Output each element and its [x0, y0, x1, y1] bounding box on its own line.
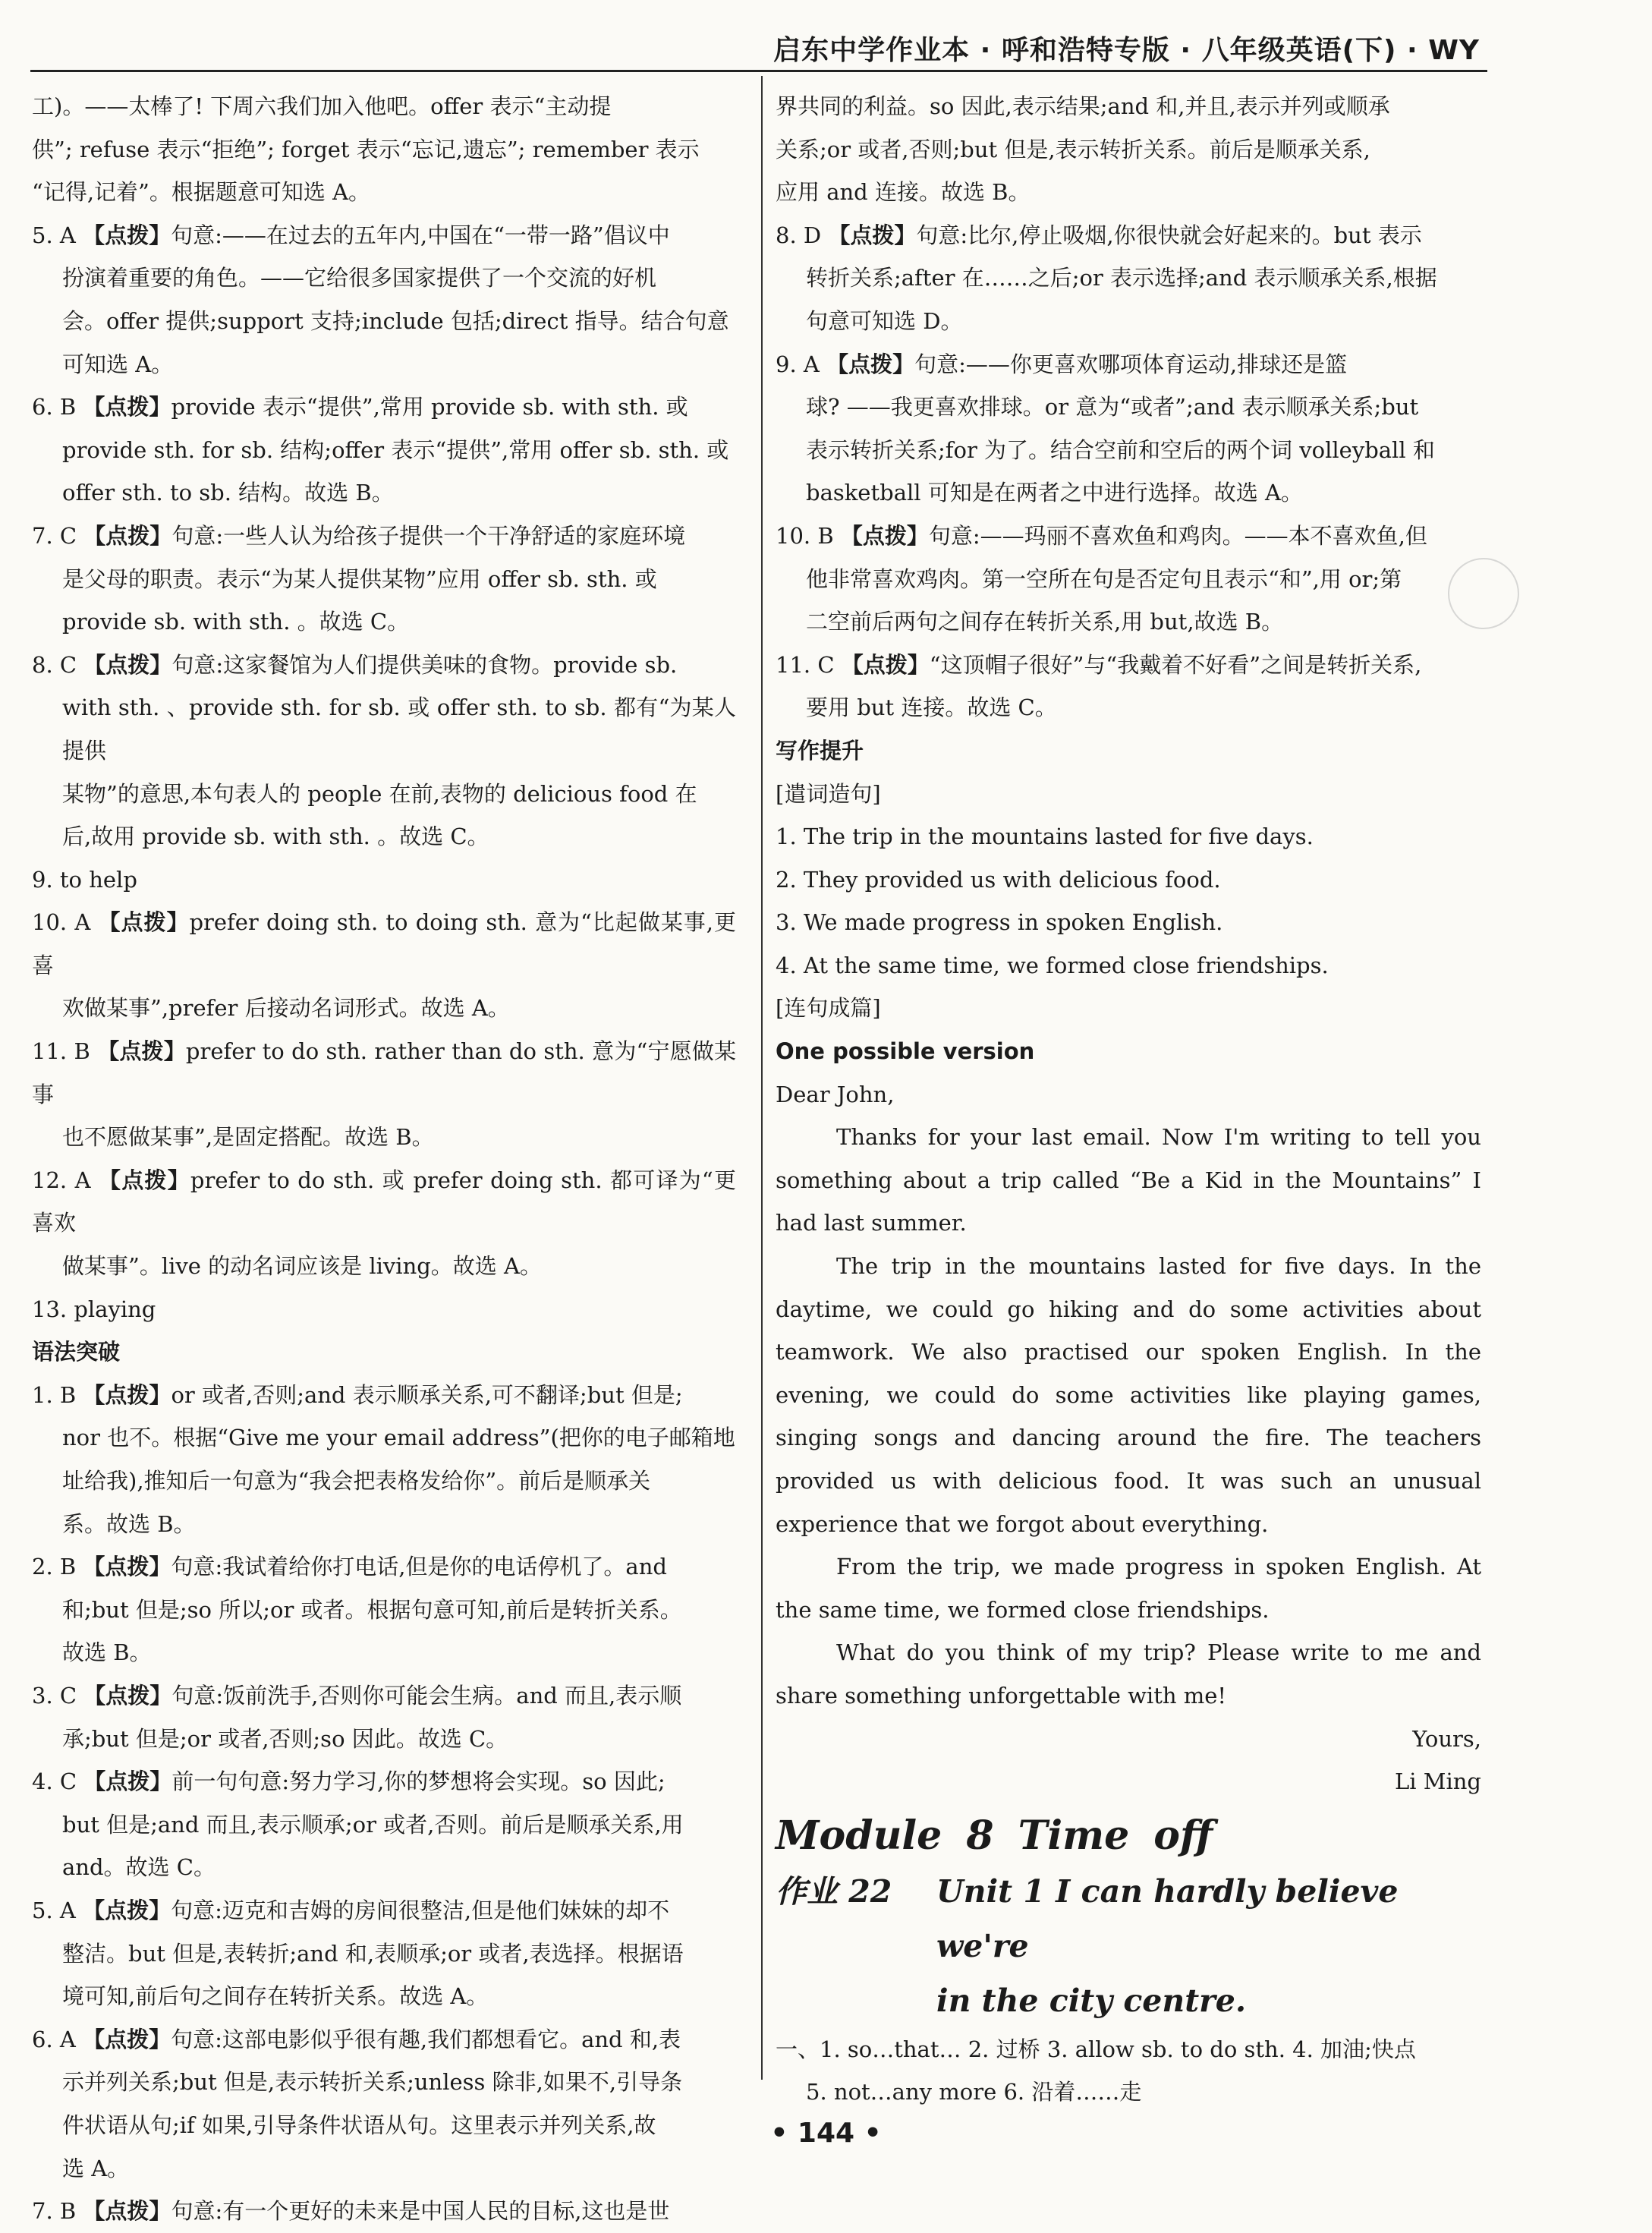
- item-continuation: 和;but 但是;so 所以;or 或者。根据句意可知,前后是转折关系。: [62, 1596, 682, 1623]
- left-top-continuation: [32, 85, 736, 214]
- item-continuation: 是父母的职责。表示“为某人提供某物”应用 offer sb. sth. 或: [62, 565, 657, 592]
- item-continuation: 整洁。but 但是,表转折;and 和,表顺承;or 或者,表选择。根据语: [62, 1940, 684, 1967]
- item-text: “这顶帽子很好”与“我戴着不好看”之间是转折关系,: [929, 651, 1422, 678]
- hint-tag: 【点拨】: [83, 394, 171, 420]
- right-top-continuation: [776, 85, 1481, 214]
- item-continuation: 故选 B。: [62, 1639, 152, 1666]
- item-number: 8. C: [32, 651, 84, 678]
- item-text: prefer doing sth. to doing sth. 意为“比起做某事,更喜: [32, 909, 736, 978]
- version-label: One possible version: [776, 1038, 1035, 1065]
- text-line: 界共同的利益。so 因此,表示结果;and 和,并且,表示并列或顺承: [776, 93, 1390, 119]
- answer-item: [776, 644, 1481, 687]
- hint-tag: 【点拨】: [83, 222, 171, 248]
- right-column: [776, 85, 1481, 2114]
- hint-tag: 【点拨】: [828, 222, 917, 248]
- item-continuation: 系。故选 B。: [62, 1510, 196, 1537]
- answer-item: [32, 1288, 736, 1331]
- item-text: 句意:一些人认为给孩子提供一个干净舒适的家庭环境: [171, 522, 686, 549]
- answer-item: [32, 1159, 736, 1245]
- answer-item: [776, 515, 1481, 558]
- item-continuation: 境可知,前后句之间存在转折关系。故选 A。: [62, 1983, 489, 2010]
- item-text: provide 表示“提供”,常用 provide sb. with sth. 或: [171, 394, 688, 420]
- item-number: 10. B: [776, 522, 841, 549]
- section-heading-grammar: 语法突破: [32, 1339, 121, 1365]
- running-header: 启东中学作业本 · 呼和浩特专版 · 八年级英语(下) · WY: [773, 35, 1480, 66]
- item-text: prefer to do sth. rather than do sth. 意为“宁愿做某事: [32, 1038, 736, 1107]
- answer-item: [32, 2018, 736, 2061]
- hint-tag: 【点拨】: [98, 1167, 190, 1193]
- left-answer-list: [32, 214, 736, 1331]
- item-number: 6. B: [32, 394, 83, 420]
- item-continuation: basketball 可知是在两者之中进行选择。故选 A。: [806, 480, 1303, 506]
- hint-tag: 【点拨】: [83, 1768, 172, 1795]
- letter-paragraph: From the trip, we made progress in spoken English. At the same time, we formed close friendships.: [776, 1554, 1481, 1623]
- hint-tag: 【点拨】: [83, 1554, 171, 1580]
- item-number: 8. D: [776, 222, 829, 248]
- answer-item: [32, 644, 736, 687]
- answer-item: [32, 1760, 736, 1803]
- hint-tag: 【点拨】: [83, 2026, 171, 2052]
- item-continuation: 他非常喜欢鸡肉。第一空所在句是否定句且表示“和”,用 or;第: [806, 565, 1402, 592]
- item-continuation: 要用 but 连接。故选 C。: [806, 694, 1057, 721]
- item-text: 句意:这家餐馆为人们提供美味的食物。provide sb.: [171, 651, 678, 678]
- item-number: 11. C: [776, 651, 842, 678]
- answer-item: [32, 1374, 736, 1417]
- item-continuation: 可知选 A。: [62, 351, 174, 377]
- item-continuation: provide sth. for sb. 结构;offer 表示“提供”,常用 offer sb. sth. 或: [62, 436, 729, 463]
- item-text: 句意:迈克和吉姆的房间很整洁,但是他们妹妹的却不: [171, 1897, 670, 1923]
- module-title: Module 8 Time off: [776, 1812, 1213, 1859]
- item-text: or 或者,否则;and 表示顺承关系,可不翻译;but 但是;: [171, 1381, 683, 1408]
- hint-tag: 【点拨】: [83, 1381, 171, 1408]
- right-answer-list: [776, 214, 1481, 729]
- letter-paragraph: What do you think of my trip? Please write to me and share something unforgettable with me!: [776, 1639, 1481, 1709]
- answers-line: 5. not…any more 6. 沿着……走: [806, 2079, 1142, 2105]
- item-number: 9. A: [776, 351, 827, 377]
- item-continuation: 件状语从句;if 如果,引导条件状语从句。这里表示并列关系,故: [62, 2112, 656, 2138]
- grammar-answer-list: [32, 1374, 736, 2233]
- item-continuation: with sth. 、provide sth. for sb. 或 offer sth. to sb. 都有“为某人提供: [62, 694, 736, 764]
- item-continuation: 址给我),推知后一句意为“我会把表格发给你”。前后是顺承关: [62, 1468, 651, 1494]
- hint-tag: 【点拨】: [83, 2198, 171, 2225]
- item-number: 10. A: [32, 909, 99, 936]
- item-continuation: nor 也不。根据“Give me your email address”(把你的电子邮箱地: [62, 1425, 735, 1451]
- item-continuation: offer sth. to sb. 结构。故选 B。: [62, 480, 394, 506]
- item-continuation: 选 A。: [62, 2155, 130, 2181]
- item-number: 7. B: [32, 2198, 83, 2225]
- item-continuation: 句意可知选 D。: [806, 307, 963, 334]
- sentence: 4. At the same time, we formed close friendships.: [776, 952, 1329, 978]
- text-line: 工)。——太棒了! 下周六我们加入他吧。offer 表示“主动提: [32, 93, 612, 119]
- answer-item: [776, 214, 1481, 257]
- letter-greeting: Dear John,: [776, 1081, 895, 1107]
- item-number: 3. C: [32, 1682, 84, 1709]
- text-line: “记得,记着”。根据题意可知选 A。: [32, 179, 371, 206]
- unit-title-text: [936, 1864, 1481, 2028]
- item-continuation: 做某事”。live 的动名词应该是 living。故选 A。: [62, 1253, 542, 1280]
- answer-item: [776, 343, 1481, 386]
- item-continuation: 后,故用 provide sb. with sth. 。故选 C。: [62, 824, 489, 850]
- item-text: 句意:比尔,停止吸烟,你很快就会好起来的。but 表示: [916, 222, 1422, 248]
- item-continuation: 欢做某事”,prefer 后接动名词形式。故选 A。: [62, 995, 510, 1022]
- item-continuation: 二空前后两句之间存在转折关系,用 but,故选 B。: [806, 609, 1284, 635]
- item-continuation: 也不愿做某事”,是固定搭配。故选 B。: [62, 1124, 434, 1151]
- item-continuation: 承;but 但是;or 或者,否则;so 因此。故选 C。: [62, 1725, 508, 1752]
- item-continuation: 表示转折关系;for 为了。结合空前和空后的两个词 volleyball 和: [806, 436, 1435, 463]
- text-line: 供”; refuse 表示“拒绝”; forget 表示“忘记,遗忘”; remember 表示: [32, 136, 700, 162]
- item-number: 13. playing: [32, 1296, 156, 1322]
- item-text: 句意:我试着给你打电话,但是你的电话停机了。and: [171, 1554, 667, 1580]
- answers-line: 一、1. so…that… 2. 过桥 3. allow sb. to do sth. 4. 加油;快点: [776, 2036, 1416, 2062]
- item-number: 1. B: [32, 1381, 83, 1408]
- item-number: 6. A: [32, 2026, 83, 2052]
- item-text: 句意:——玛丽不喜欢鱼和鸡肉。——本不喜欢鱼,但: [928, 522, 1427, 549]
- sentence: 1. The trip in the mountains lasted for five days.: [776, 824, 1314, 850]
- header-rule: [30, 70, 1487, 72]
- subheading-words: [遣词造句]: [776, 780, 881, 807]
- item-text: 句意:——在过去的五年内,中国在“一带一路”倡议中: [171, 222, 670, 248]
- letter-paragraph: The trip in the mountains lasted for five days. In the daytime, we could go hiking and do some activities about teamwork. We also practised our spoken English. In the evening, we could do some activities like playing games, singing songs and dancing around the fire. The teachers provided us with delicious food. It was such an unusual experience that we forgot about everything.: [776, 1253, 1481, 1537]
- unit-title-line: Unit 1 I can hardly believe we're: [936, 1872, 1399, 1964]
- unit-title-line: in the city centre.: [936, 1982, 1247, 2019]
- item-number: 12. A: [32, 1167, 99, 1193]
- item-continuation: 示并列关系;but 但是,表示转折关系;unless 除非,如果不,引导条: [62, 2069, 683, 2096]
- hint-tag: 【点拨】: [97, 1038, 186, 1065]
- item-continuation: 球? ——我更喜欢排球。or 意为“或者”;and 表示顺承关系;but: [806, 394, 1419, 420]
- hint-tag: 【点拨】: [83, 651, 172, 678]
- letter-closing: Yours,: [1412, 1725, 1481, 1752]
- column-divider: [761, 76, 763, 2080]
- item-continuation: 扮演着重要的角色。——它给很多国家提供了一个交流的好机: [62, 265, 657, 291]
- item-continuation: 某物”的意思,本句表人的 people 在前,表物的 delicious food 在: [62, 780, 697, 807]
- hint-tag: 【点拨】: [83, 1682, 172, 1709]
- letter-signature: Li Ming: [1395, 1768, 1481, 1795]
- unit-title: [776, 1864, 1481, 2028]
- item-continuation: provide sb. with sth. 。故选 C。: [62, 609, 410, 635]
- item-number: 5. A: [32, 1897, 83, 1923]
- item-continuation: 转折关系;after 在……之后;or 表示选择;and 表示顺承关系,根据: [806, 265, 1437, 291]
- item-text: prefer to do sth. 或 prefer doing sth. 都可译为“更喜欢: [32, 1167, 736, 1236]
- letter-paragraph: Thanks for your last email. Now I'm writing to tell you something about a trip called “Be a Kid in the Mountains” I had last summer.: [776, 1124, 1481, 1236]
- item-continuation: 会。offer 提供;support 支持;include 包括;direct 指导。结合句意: [62, 307, 729, 334]
- text-line: 应用 and 连接。故选 B。: [776, 179, 1031, 206]
- answer-item: [32, 901, 736, 987]
- item-text: 句意:这部电影似乎很有趣,我们都想看它。and 和,表: [171, 2026, 681, 2052]
- item-text: 句意:饭前洗手,否则你可能会生病。and 而且,表示顺: [171, 1682, 682, 1709]
- item-number: 7. C: [32, 522, 84, 549]
- hint-tag: 【点拨】: [841, 651, 930, 678]
- item-number: 11. B: [32, 1038, 98, 1065]
- item-number: 5. A: [32, 222, 83, 248]
- unit-label: 作业 22: [776, 1872, 892, 1910]
- answer-item: [32, 1545, 736, 1589]
- answer-item: [32, 2190, 736, 2233]
- answer-item: [32, 1889, 736, 1932]
- item-text: 句意:——你更喜欢哪项体育运动,排球还是篮: [914, 351, 1348, 377]
- item-number: 4. C: [32, 1768, 84, 1795]
- answer-item: [32, 858, 736, 902]
- text-line: 关系;or 或者,否则;but 但是,表示转折关系。前后是顺承关系,: [776, 136, 1370, 162]
- item-text: 句意:有一个更好的未来是中国人民的目标,这也是世: [171, 2198, 670, 2225]
- page-number: • 144 •: [770, 2118, 882, 2149]
- item-continuation: but 但是;and 而且,表示顺承;or 或者,否则。前后是顺承关系,用: [62, 1811, 684, 1838]
- sentence: 2. They provided us with delicious food.: [776, 866, 1221, 893]
- answer-item: [32, 386, 736, 429]
- hint-tag: 【点拨】: [98, 909, 190, 936]
- hint-tag: 【点拨】: [826, 351, 915, 377]
- hint-tag: 【点拨】: [83, 1897, 171, 1923]
- subheading-essay: [连句成篇]: [776, 995, 881, 1022]
- sentence: 3. We made progress in spoken English.: [776, 909, 1223, 936]
- answer-item: [32, 1030, 736, 1116]
- item-continuation: and。故选 C。: [62, 1854, 216, 1881]
- answer-item: [32, 1674, 736, 1718]
- hint-tag: 【点拨】: [840, 522, 929, 549]
- answer-item: [32, 515, 736, 558]
- hint-tag: 【点拨】: [83, 522, 172, 549]
- item-number: 9. to help: [32, 866, 137, 893]
- left-column: [32, 85, 736, 2233]
- answer-item: [32, 214, 736, 257]
- item-number: 2. B: [32, 1554, 83, 1580]
- item-text: 前一句句意:努力学习,你的梦想将会实现。so 因此;: [171, 1768, 666, 1795]
- section-heading-writing: 写作提升: [776, 737, 864, 764]
